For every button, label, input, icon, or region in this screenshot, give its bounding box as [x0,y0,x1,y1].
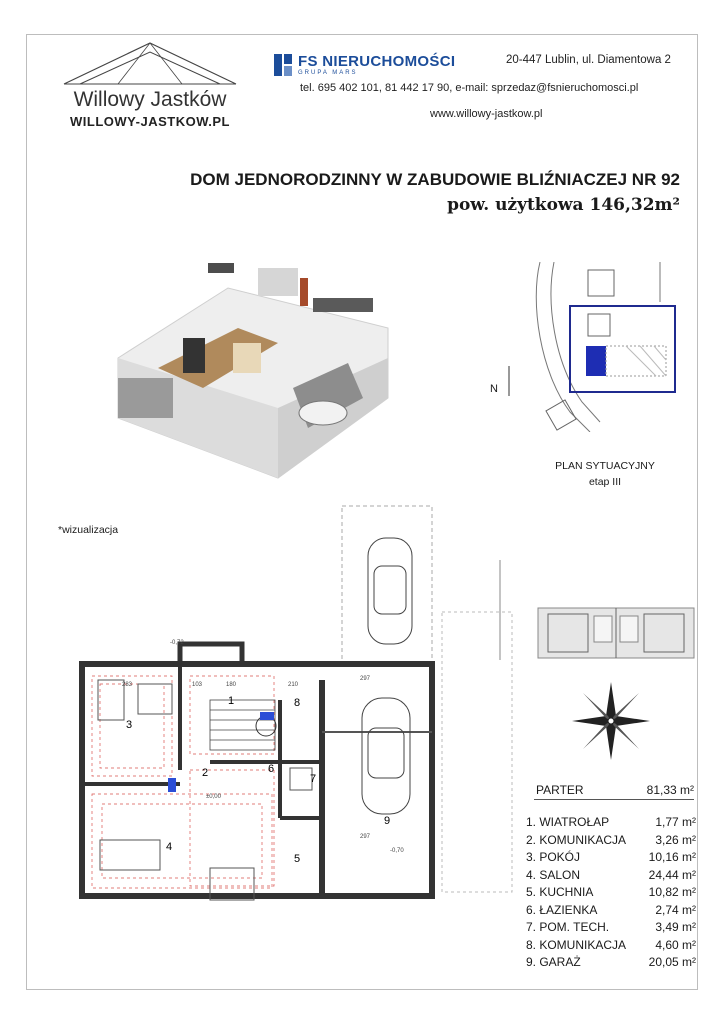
room-row [526,920,696,938]
room-area: 10,16 m² [648,850,696,864]
level-entry: -0,72 [170,640,184,646]
room-name: 7. POM. TECH. [526,920,610,934]
room-row [526,938,696,956]
floor-name: PARTER [536,783,584,797]
dim-180: 180 [226,682,237,688]
room-name: 9. GARAŻ [526,955,581,969]
dim-103: 103 [192,682,203,688]
site-plan-stage: etap III [588,476,622,488]
roof-logo-icon [60,40,240,88]
willowy-logo [60,40,240,130]
room-row [526,833,696,851]
room-row [526,850,696,868]
room-1-number: 1 [228,695,235,707]
room-name: 5. KUCHNIA [526,885,594,899]
room-7-number: 7 [310,773,317,785]
room-area: 2,74 m² [655,902,696,917]
room-2-number: 2 [202,767,209,779]
room-name: 3. POKÓJ [526,850,581,864]
room-area: 24,44 m² [648,867,696,882]
room-9-number: 9 [384,815,391,827]
floor-area: 81,33 m² [646,783,694,797]
room-6-number: 6 [268,763,275,775]
usable-area: pow. użytkowa 146,32m² [447,195,680,215]
logo-name: Willowy Jastków [73,88,227,111]
dim-210: 210 [288,682,299,688]
company-mark-icon [274,54,292,76]
ground-floor-plan [60,500,520,940]
north-arrow-icon [504,366,514,396]
summary-divider [534,799,694,800]
site-plan-map [530,262,680,432]
room-4-number: 4 [166,841,173,853]
level-garage: -0,70 [390,848,404,854]
room-5-number: 5 [294,853,301,865]
house-visualization [108,248,408,498]
logo-url: WILLOWY-JASTKOW.PL [70,114,230,129]
north-indicator: N [490,383,498,395]
room-area: 20,05 m² [648,955,696,969]
room-area: 3,49 m² [655,920,696,934]
room-row [526,955,696,973]
room-area: 1,77 m² [655,815,696,829]
dim-297-bottom: 297 [360,834,371,840]
site-plan-label: PLAN SYTUACYJNY [555,460,655,472]
room-area: 4,60 m² [655,937,696,952]
room-name: 8. KOMUNIKACJA [526,937,627,952]
company-contact: tel. 695 402 101, 81 442 17 90, e-mail: sprzedaz@fsnieruchomosci.pl [300,82,639,94]
company-website: www.willowy-jastkow.pl [430,108,543,120]
company-name: FS NIERUCHOMOŚCI [298,53,456,70]
dim-283: 283 [122,682,133,688]
level-floor: ±0,00 [206,794,221,800]
dim-297-top: 297 [360,676,371,682]
room-name: 2. KOMUNIKACJA [526,832,627,847]
room-name: 4. SALON [526,867,581,882]
room-row [526,815,696,833]
company-sub: GRUPA MARS [298,70,358,76]
room-name: 6. ŁAZIENKA [526,902,598,917]
room-area: 10,82 m² [648,885,696,899]
room-3-number: 3 [126,719,133,731]
visualization-note: *wizualizacja [58,524,119,536]
room-row [526,903,696,921]
room-list [526,815,696,973]
compass-rose-icon [570,680,652,762]
page-title: DOM JEDNORODZINNY W ZABUDOWIE BLIŹNIACZEJ NR 92 [190,170,680,189]
room-8-number: 8 [294,697,301,709]
building-key-plan [536,604,696,662]
room-name: 1. WIATROŁAP [526,815,610,829]
company-address: 20-447 Lublin, ul. Diamentowa 2 [506,54,671,66]
room-row [526,885,696,903]
room-area: 3,26 m² [655,832,696,847]
room-row [526,868,696,886]
